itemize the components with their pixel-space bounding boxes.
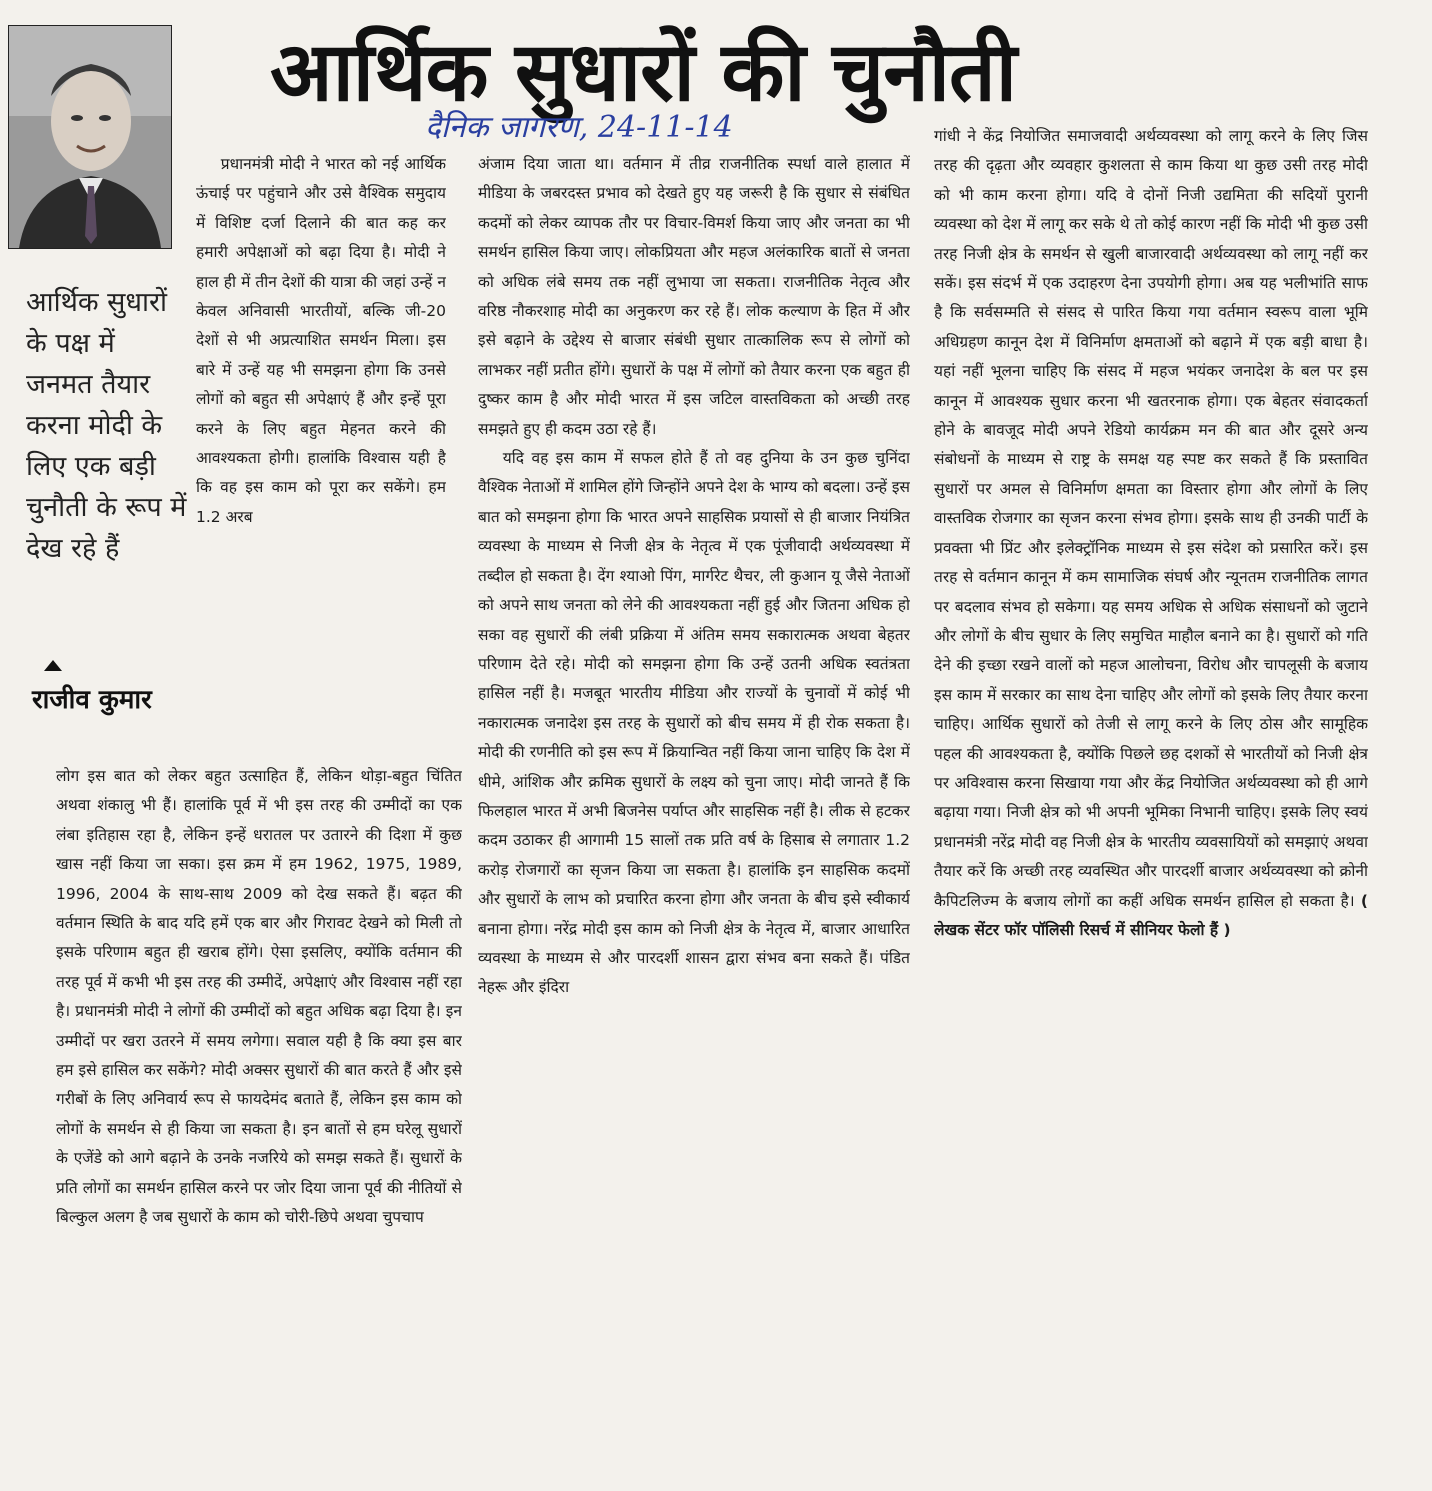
article-column-2 [478, 150, 910, 1480]
article-paragraph: लोग इस बात को लेकर बहुत उत्साहित हैं, लेकिन थोड़ा-बहुत चिंतित अथवा शंकालु भी हैं। हालांकि पूर्व में भी इस तरह की उम्मीदों का एक लंबा इतिहास रहा है, लेकिन इन्हें धरातल पर उतारने की दिशा में कुछ खास नहीं किया जा सका। इस क्रम में हम 1962, 1975, 1989, 1996, 2004 के साथ-साथ 2009 को देख सकते हैं। बढ़त की वर्तमान स्थिति के बाद यदि हमें एक बार और गिरावट देखने को मिली तो इसके परिणाम बहुत ही खराब होंगे। ऐसा इसलिए, क्योंकि वर्तमान की तरह पूर्व में कभी भी इस तरह की उम्मीदें, अपेक्षाएं और विश्वास नहीं रहा है। प्रधानमंत्री मोदी ने लोगों की उम्मीदों को बहुत अधिक बढ़ा दिया है। इन उम्मीदों पर खरा उतरने में समय लगेगा। सवाल यही है कि क्या इस बार हम इसे हासिल कर सकेंगे? मोदी अक्सर सुधारों की बात करते हैं और इसे गरीबों के लिए अनिवार्य रूप से फायदेमंद बताते हैं, लेकिन इस काम को लोगों के समर्थन से ही किया जा सकता है। इन बातों से हम घरेलू सुधारों के एजेंडे को आगे बढ़ाने के उनके नजरिये को समझ सकते हैं। सुधारों के प्रति लोगों का समर्थन हासिल करने पर जोर दिया जाना पूर्व की नीतियों से बिल्कुल अलग है जब सुधारों के काम को चोरी-छिपे अथवा चुपचाप [56, 767, 462, 1227]
author-photo [8, 25, 172, 249]
pull-quote: आर्थिक सुधारों के पक्ष में जनमत तैयार करना मोदी के लिए एक बड़ी चुनौती के रूप में देख रहे हैं [26, 287, 187, 564]
author-note: ( लेखक सेंटर फॉर पॉलिसी रिसर्च में सीनियर फेलो हैं ) [934, 891, 1368, 939]
article-column-1-top [196, 150, 446, 760]
article-paragraph: अंजाम दिया जाता था। वर्तमान में तीव्र राजनीतिक स्पर्धा वाले हालात में मीडिया के जबरदस्त प्रभाव को देखते हुए यह जरूरी है कि सुधार से संबंधित कदमों को लेकर व्यापक तौर पर विचार-विमर्श किया जाए और जनता का भी समर्थन हासिल किया जाए। लोकप्रियता और महज अलंकारिक बातों से जनता को अधिक लंबे समय तक नहीं लुभाया जा सकता। राजनीतिक नेतृत्व और वरिष्ठ नौकरशाह मोदी का अनुकरण कर रहे हैं। लोक कल्याण के हित में और इसे बढ़ाने के उद्देश्य से बाजार संबंधी सुधार तात्कालिक रूप से लोगों को लाभकर नहीं प्रतीत होंगे। सुधारों के पक्ष में लोगों को तैयार करना एक बहुत ही दुष्कर काम है और मोदी भारत में इस जटिल वास्तविकता को अच्छी तरह समझते हुए ही कदम उठा रहे हैं। [478, 155, 910, 438]
article-column-3 [934, 122, 1368, 1422]
author-byline: राजीव कुमार [32, 685, 152, 715]
article-paragraph: यदि वह इस काम में सफल होते हैं तो वह दुनिया के उन कुछ चुनिंदा वैश्विक नेताओं में शामिल होंगे जिन्होंने अपने देश के भाग्य को बदला। उन्हें इस बात को समझना होगा कि भारत अपने साहसिक प्रयासों से ही बाजार नियंत्रित व्यवस्था के माध्यम से निजी क्षेत्र के नेतृत्व में एक पूंजीवादी अर्थव्यवस्था में तब्दील हो सकता है। देंग श्याओ पिंग, मार्गरेट थैचर, ली कुआन यू जैसे नेताओं को अपने साथ जनता को लेने की आवश्यकता नहीं हुई और जितना अधिक हो सका वह सुधारों की लंबी प्रक्रिया में अंतिम समय सकारात्मक अथवा बेहतर परिणाम देते रहे। मोदी को समझना होगा कि उन्हें उतनी अधिक स्वतंत्रता हासिल नहीं है। मजबूत भारतीय मीडिया और राज्यों के चुनावों में कोई भी नकारात्मक जनादेश इस तरह के सुधारों को बीच समय में ही रोक सकता है। मोदी की रणनीति को इस रूप में क्रियान्वित नहीं किया जाना चाहिए कि देश में धीमे, आंशिक और क्रमिक सुधारों के लक्ष्य को चुना जाए। मोदी जानते हैं कि फिलहाल भारत में अभी बिजनेस पर्याप्त और साहसिक नहीं है। लीक से हटकर कदम उठाकर ही आगामी 15 सालों तक प्रति वर्ष के हिसाब से लगातार 1.2 करोड़ रोजगारों का सृजन किया जा सकता है। हालांकि इन साहसिक कदमों और सुधारों के लाभ को प्रचारित करना होगा और जनता के बीच इसे स्वीकार्य बनाना होगा। नरेंद्र मोदी इस काम को निजी क्षेत्र के नेतृत्व में, बाजार आधारित व्यवस्था के माध्यम से और पारदर्शी शासन द्वारा संभव बना सकते हैं। पंडित नेहरू और इंदिरा [478, 449, 910, 997]
article-paragraph: प्रधानमंत्री मोदी ने भारत को नई आर्थिक ऊंचाई पर पहुंचाने और उसे वैश्विक समुदाय में विशिष्ट दर्जा दिलाने की बात कह कर हमारी अपेक्षाओं को बढ़ा दिया है। मोदी ने हाल ही में तीन देशों की यात्रा की जहां उन्हें न केवल अनिवासी भारतीयों, बल्कि जी-20 देशों से भी अप्रत्याशित समर्थन मिला। इस बारे में उन्हें यह भी समझना होगा कि उनसे लोगों को बहुत सी अपेक्षाएं हैं और इन्हें पूरा करने के लिए बहुत मेहनत करने की आवश्यकता होगी। हालांकि विश्वास यही है कि वह इस काम को पूरा कर सकेंगे। हम 1.2 अरब [196, 155, 446, 526]
article-text: गांधी ने केंद्र नियोजित समाजवादी अर्थव्यवस्था को लागू करने के लिए जिस तरह की दृढ़ता और व्यवहार कुशलता से काम किया था कुछ उसी तरह मोदी को भी काम करना होगा। यदि वे दोनों निजी उद्यमिता की सदियों पुरानी व्यवस्था को देश में लागू कर सके थे तो कोई कारण नहीं कि मोदी भी कुछ उसी तरह निजी क्षेत्र के समर्थन से खुली बाजारवादी अर्थव्यवस्था को लागू नहीं कर सकें। इस संदर्भ में एक उदाहरण देना उपयोगी होगा। अब यह भलीभांति साफ है कि सर्वसम्मति से संसद से पारित किया गया वर्तमान स्वरूप वाला भूमि अधिग्रहण कानून देश में विनिर्माण क्षमताओं को बढ़ाने में एक बड़ी बाधा है। यहां नहीं भूलना चाहिए कि संसद में महज भयंकर जनादेश के बल पर इस कानून में आवश्यक सुधार करना भी खतरनाक होगा। एक बेहतर संवादकर्ता होने के बावजूद मोदी अपने रेडियो कार्यक्रम मन की बात और दूसरे अन्य संबोधनों के माध्यम से राष्ट्र के समक्ष यह स्पष्ट कर सकते हैं कि प्रस्तावित सुधारों पर अमल से विनिर्माण क्षमता का विस्तार होगा और लोगों के लिए वास्तविक रोजगार का सृजन करना संभव होगा। इसके साथ ही उनकी पार्टी के प्रवक्ता भी प्रिंट और इलेक्ट्रॉनिक माध्यम से इस संदेश को प्रसारित करें। इस तरह से वर्तमान कानून में कम सामाजिक संघर्ष और न्यूनतम राजनीतिक लागत पर बदलाव संभव हो सकेगा। यह समय अधिक से अधिक संसाधनों को जुटाने और लोगों के बीच सुधार के लिए समुचित माहौल बनाने का है। सुधारों को गति देने की इच्छा रखने वालों को महज आलोचना, विरोध और चापलूसी के बजाय इस काम में सरकार का साथ देना चाहिए और लोगों को इसके लिए तैयार करना चाहिए। आर्थिक सुधारों को तेजी से लागू करने के लिए ठोस और सामूहिक पहल की आवश्यकता है, क्योंकि पिछले छह दशकों से भारतीयों को निजी क्षेत्र पर अविश्वास करना सिखाया गया और केंद्र नियोजित अर्थव्यवस्था को ही आगे बढ़ाया गया। निजी क्षेत्र को भी अपनी भूमिका निभानी चाहिए। इसके लिए स्वयं प्रधानमंत्री नरेंद्र मोदी वह निजी क्षेत्र के भारतीय व्यवसायियों को समझाएं अथवा तैयार करें कि अच्छी तरह व्यवस्थित और पारदर्शी बाजार अर्थव्यवस्था को क्रोनी कैपिटलिज्म के बजाय लोगों का कहीं अधिक समर्थन हासिल हो सकता है। [934, 127, 1368, 910]
article-paragraph [934, 122, 1368, 945]
handwritten-source-date: दैनिक जागरण, 24-11-14 [425, 110, 733, 145]
byline-triangle-icon [44, 660, 62, 671]
article-column-1-bottom [56, 762, 462, 1474]
headline: आर्थिक सुधारों की चुनौती [270, 25, 1016, 120]
author-portrait-image [9, 26, 171, 248]
